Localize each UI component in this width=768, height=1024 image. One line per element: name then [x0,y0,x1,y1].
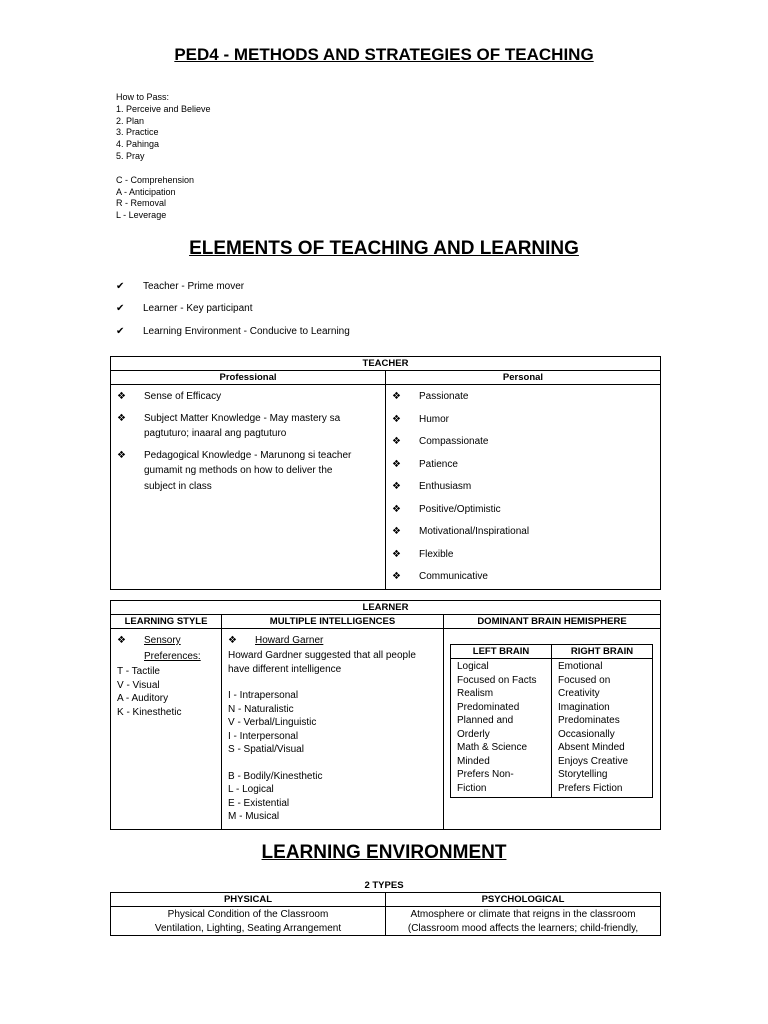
how-to-pass-item: 3. Practice [116,127,159,138]
right-brain-cell: Emotional Focused on Creativity Imagination Predominates Occasionally Absent Minded Enjoys Creative Storytelling Prefers Fiction [552,659,653,798]
mi-heading: ❖ Howard Garner [222,633,443,649]
professional-header: Professional [111,371,386,385]
how-to-pass-item: 2. Plan [116,115,145,126]
how-to-pass-item: 4. Pahinga [116,139,160,150]
personal-header: Personal [386,371,661,385]
bullet-icon: ❖ [392,436,401,447]
mi-item: L - Logical [228,784,274,795]
environment-table [110,892,661,936]
list-item: ❖ Enthusiasm [386,479,660,495]
multiple-intelligences-cell [222,629,444,830]
element-item: ✔ Teacher - Prime mover [116,281,245,292]
right-brain-header: RIGHT BRAIN [552,645,653,659]
document-title: PED4 - METHODS AND STRATEGIES OF TEACHING [174,45,594,64]
mi-item: I - Interpersonal [228,730,299,742]
types-label: 2 TYPES [364,880,404,891]
brain-table [450,644,653,798]
left-brain-header: LEFT BRAIN [451,645,552,659]
physical-header: PHYSICAL [111,893,386,907]
element-item: ✔ Learner - Key participant [116,303,253,314]
brain-hemisphere-header: DOMINANT BRAIN HEMISPHERE [444,615,661,629]
bullet-icon: ❖ [392,413,401,425]
list-item: ❖ Sense of Efficacy [111,389,385,405]
bullet-icon: ❖ [392,548,401,560]
psychological-header: PSYCHOLOGICAL [386,893,661,907]
section-title-environment: LEARNING ENVIRONMENT [261,842,507,863]
learning-style-cell [111,629,222,830]
how-to-pass-item: 5. Pray [116,150,145,161]
mi-description: Howard Gardner suggested that all people have different intelligence [228,650,416,675]
mi-item: S - Spatial/Visual [228,744,304,755]
list-item: ❖ Subject Matter Knowledge - May mastery sa pagtuturo; inaaral ang pagtuturo [117,412,341,439]
mi-item: B - Bodily/Kinesthetic [228,770,323,782]
how-to-pass-heading: How to Pass: [116,92,170,102]
bullet-icon: ❖ [117,391,126,402]
style-item: K - Kinesthetic [117,706,182,718]
personal-cell [386,385,661,590]
style-item: V - Visual [117,679,160,691]
bullet-icon: ❖ [392,391,401,402]
list-item: ❖ Flexible [386,547,660,563]
how-to-pass-item: 1. Perceive and Believe [116,103,211,114]
how-to-pass [116,92,211,222]
learner-table [110,600,661,830]
style-item: T - Tactile [117,666,160,677]
bullet-icon: ❖ [392,481,401,492]
check-icon: ✔ [116,326,125,337]
list-item: ❖ Motivational/Inspirational [386,524,660,540]
bullet-icon: ❖ [392,571,401,582]
mi-item: I - Intrapersonal [228,690,299,701]
bullet-icon: ❖ [117,412,126,424]
list-item: ❖ Compassionate [386,434,660,450]
list-item: ❖ Pedagogical Knowledge - Marunong si teacher gumamit ng methods on how to deliver the subject in class [117,449,352,492]
professional-cell [111,385,386,590]
teacher-table [110,356,661,590]
check-icon: ✔ [116,281,125,292]
teacher-table-title: TEACHER [111,357,661,371]
psychological-cell: Atmosphere or climate that reigns in the classroom (Classroom mood affects the learners; child-friendly, [386,907,661,936]
mi-item: M - Musical [228,811,280,822]
check-icon: ✔ [116,303,125,314]
section-title-elements: ELEMENTS OF TEACHING AND LEARNING [189,238,579,259]
list-item: ❖ Humor [386,412,660,428]
mi-item: E - Existential [228,797,290,809]
learner-table-title: LEARNER [111,601,661,615]
bullet-icon: ❖ [392,526,401,537]
list-item: ❖ Passionate [386,389,660,405]
element-item: ✔ Learning Environment - Conducive to Learning [116,326,350,337]
list-item: ❖ Communicative [386,569,660,585]
acronym-item: C - Comprehension [116,174,195,185]
mi-item: N - Naturalistic [228,703,294,715]
physical-cell: Physical Condition of the Classroom Ventilation, Lighting, Seating Arrangement [111,907,386,936]
mi-item: V - Verbal/Linguistic [228,717,317,728]
sensory-heading: ❖ Sensory Preferences: [117,635,201,662]
brain-hemisphere-cell [444,629,661,830]
bullet-icon: ❖ [117,635,126,646]
acronym-item: A - Anticipation [116,186,176,197]
list-item: ❖ Positive/Optimistic [386,502,660,518]
style-item: A - Auditory [117,693,169,704]
acronym-item: L - Leverage [116,210,167,221]
acronym-item: R - Removal [116,198,167,209]
learning-style-header: LEARNING STYLE [111,615,222,629]
left-brain-cell: Logical Focused on Facts Realism Predominated Planned and Orderly Math & Science Minded Prefers Non- Fiction [451,659,552,798]
multiple-intelligences-header: MULTIPLE INTELLIGENCES [222,615,444,629]
list-item: ❖ Patience [386,457,660,473]
bullet-icon: ❖ [392,503,401,515]
bullet-icon: ❖ [117,449,126,461]
bullet-icon: ❖ [228,635,237,646]
bullet-icon: ❖ [392,458,401,470]
